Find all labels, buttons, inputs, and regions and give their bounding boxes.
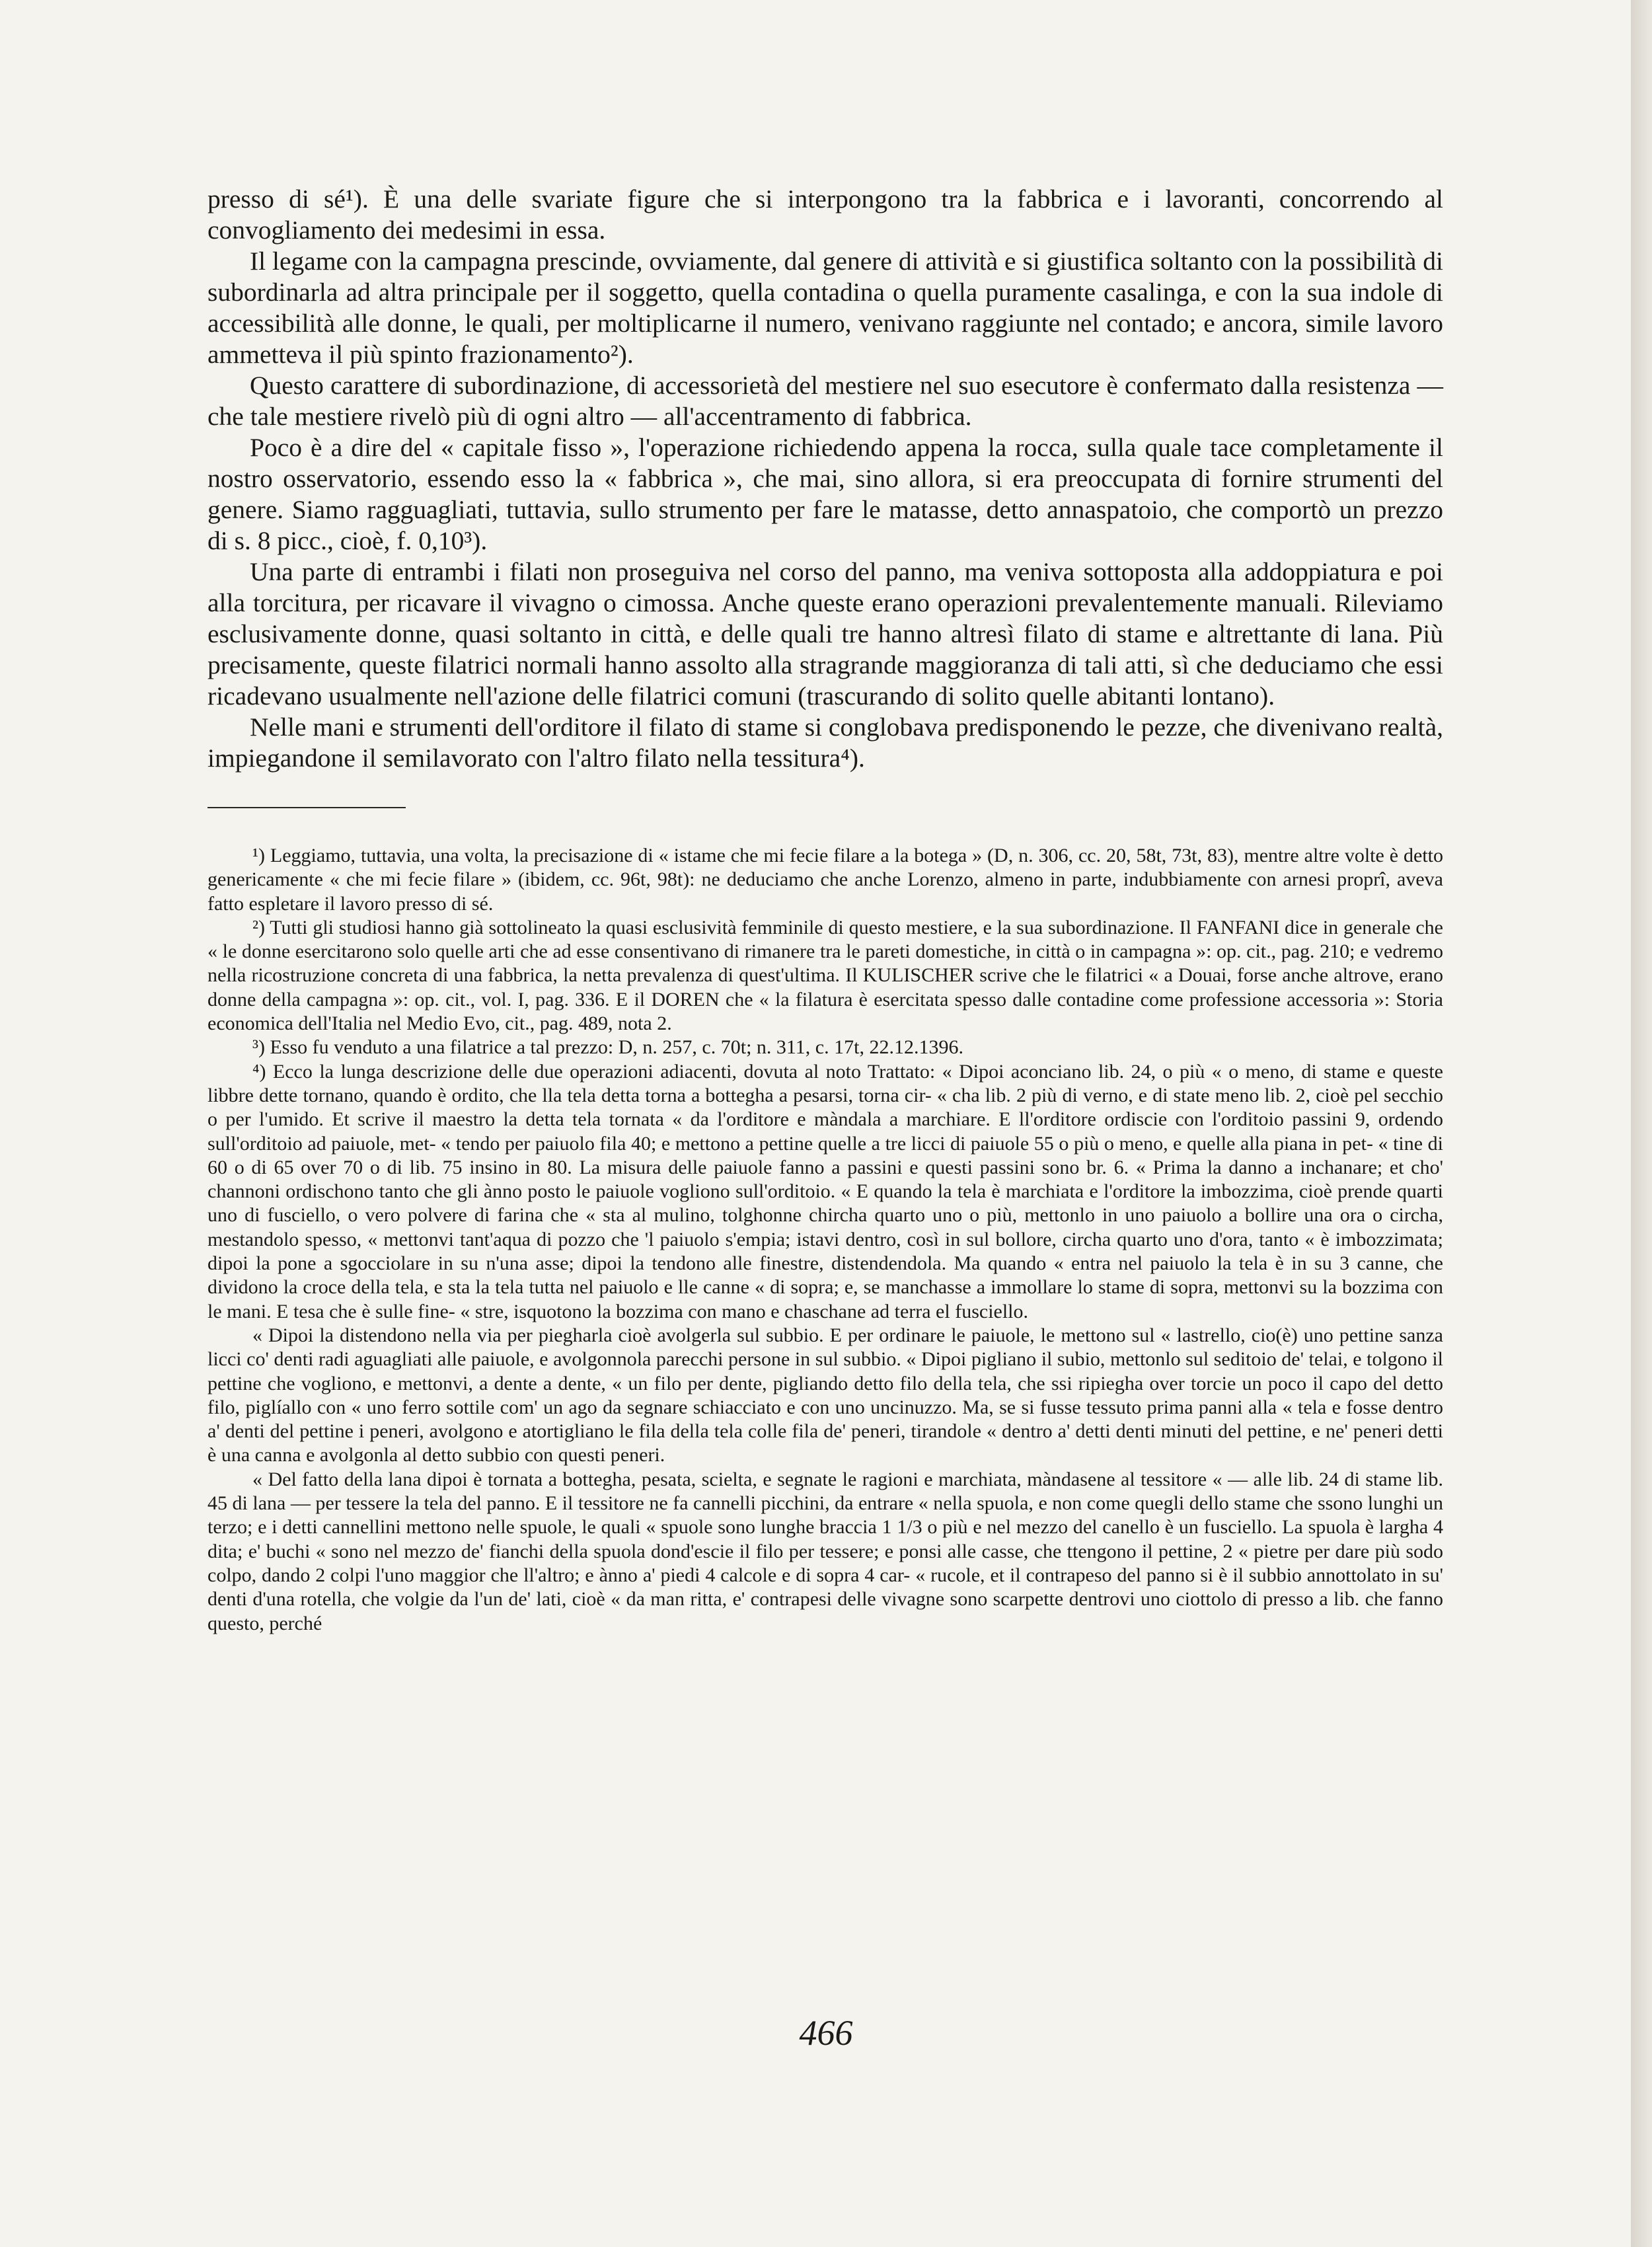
body-paragraph: presso di sé¹). È una delle svariate figure che si interpongono tra la fabbrica e i lavoranti, concorrendo al convogliamento dei medesimi in essa. <box>207 184 1443 245</box>
footnote: ³) Esso fu venduto a una filatrice a tal prezzo: D, n. 257, c. 70t; n. 311, c. 17t, 22.12.1396. <box>252 1036 963 1059</box>
body-paragraph: Questo carattere di subordinazione, di accessorietà del mestiere nel suo esecutore è confermato dalla resistenza — che tale mestiere rivelò più di ogni altro — all'accentramento di fabbrica. <box>207 371 1443 431</box>
footnote: ⁴) Ecco la lunga descrizione delle due operazioni adiacenti, dovuta al noto Trattato: « Dipoi aconciano lib. 24, o più « o meno, di stame e queste libbre dette tornano, quando è ordito, che lla tela detta torna a bottegha a pesarsi, torna cir- « cha lib. 2 più di verno, e di state meno lib. 2, cioè pel secchio o per l'umido. Et scrive il maestro la detta tela tornata « da l'orditore e màndala a marchiare. E ll'orditore ordiscie con l'orditoio passini 9, ordendo sull'orditoio ad paiuole, met- « tendo per paiuolo fila 40; e mettono a pettine quelle a tre licci di paiuole 55 o più o meno, e quelle alla piana in pet- « tine di 60 o di 65 over 70 o di lib. 75 insino in 80. La misura delle paiuole fanno a passini e questi passini sono br. 6. « Prima la danno a inchanare; et cho' channoni ordischono tanto che gli ànno posto le paiuole vogliono sull'orditoio. « E quando la tela è marchiata e l'orditore la imbozzima, cioè prende quarti uno di fusciello, o vero polvere di farina che « sta al mulino, tolghonne chircha quarto uno o più, mettonlo in uno paiuolo a bollire una ora o circha, mestandolo spesso, « mettonvi tant'aqua di pozzo che 'l paiuolo s'empia; istavi dentro, così in sul bollore, circha quarto uno d'ora, tanto « è imbozzimata; dipoi la pone a sgocciolare in su n'una asse; dipoi la tendono alle finestre, distendendola. Ma quando « entra nel paiuolo la tela è in su 3 canne, che dividono la croce della tela, e sta la tela tutta nel paiuolo e lle canne « di sopra; e, se manchasse a immollare lo stame di sopra, mettonvi su la bozzima con le mani. E tesa che è sulle fine- « stre, isquotono la bozzima con mano e chaschane ad terra el fusciello. <box>207 1060 1443 1322</box>
body-paragraph: Nelle mani e strumenti dell'orditore il filato di stame si conglobava predisponendo le pezze, che divenivano realtà, impiegandone il semilavorato con l'altro filato nella tessitura⁴). <box>207 712 1443 773</box>
body-paragraph: Poco è a dire del « capitale fisso », l'operazione richiedendo appena la rocca, sulla quale tace completamente il nostro osservatorio, essendo esso la « fabbrica », che mai, sino allora, si era preoccupata di fornire strumenti del genere. Siamo ragguagliati, tuttavia, sullo strumento per fare le matasse, detto annaspatoio, che comportò un prezzo di s. 8 picc., cioè, f. 0,10³). <box>207 433 1443 555</box>
body-paragraph: Una parte di entrambi i filati non proseguiva nel corso del panno, ma veniva sottoposta alla addoppiatura e poi alla torcitura, per ricavare il vivagno o cimossa. Anche queste erano operazioni prevalentemente manuali. Rileviamo esclusivamente donne, quasi soltanto in città, e delle quali tre hanno altresì filato di stame e altrettante di lana. Più precisamente, queste filatrici normali hanno assolto alla stragrande maggioranza di tali atti, sì che deduciamo che essi ricadevano usualmente nell'azione delle filatrici comuni (trascurando di solito quelle abitanti lontano). <box>207 557 1443 710</box>
footnote-continuation: « Del fatto della lana dipoi è tornata a bottegha, pesata, scielta, e segnate le ragioni e marchiata, màndasene al tessitore « — alle lib. 24 di stame lib. 45 di lana — per tessere la tela del panno. E il tessitore ne fa cannelli picchini, da entrare « nella spuola, e non come quegli dello stame che ssono lunghi un terzo; e i detti cannellini mettono nelle spuole, le quali « spuole sono lunghe braccia 1 1/3 o più e nel mezzo del canello è un fusciello. La spuola è largha 4 dita; e' buchi « sono nel mezzo de' fianchi della spuola dond'escie il filo per tessere; e ponsi alle casse, che ttengono il pettine, 2 « pietre per dare più sodo colpo, dando 2 colpi l'uno maggior che ll'altro; e ànno a' piedi 4 calcole e di sopra 4 car- « rucole, et il contrapeso del panno si è il subbio annottolato in su' denti d'una rotella, che volgie da l'un de' lati, cioè « da man ritta, e' contrapesi delle vivagne sono scarpette dentrovi uno ciottolo di presso a lib. che fanno questo, perché <box>207 1468 1443 1634</box>
main-text <box>207 184 1443 774</box>
body-paragraph: Il legame con la campagna prescinde, ovviamente, dal genere di attività e si giustifica soltanto con la possibilità di subordinarla ad altra principale per il soggetto, quella contadina o quella puramente casalinga, e con la sua indole di accessibilità alle donne, le quali, per moltiplicarne il numero, venivano raggiunte nel contado; e ancora, simile lavoro ammetteva il più spinto frazionamento²). <box>207 247 1443 369</box>
footnotes <box>207 844 1443 1636</box>
page-number: 466 <box>799 2013 853 2053</box>
footnote-continuation: « Dipoi la distendono nella via per piegharla cioè avolgerla sul subbio. E per ordinare le paiuole, le mettono sul « lastrello, cio(è) uno pettine sanza licci co' denti radi aguagliati alle paiuole, e avolgonnola parecchi persone in sul subbio. « Dipoi pigliano il subio, mettonlo sul seditoio de' telai, e tolgono il pettine che vogliono, e mettonvi, a dente a dente, « un filo per dente, pigliando detto filo della tela, che ssi ripiegha over torcie un poco il capo del detto filo, piglíallo con « uno ferro sottile com' un ago da segnare schiacciato e con uno uncinuzzo. Ma, se si fusse tessuto prima panni alla « tela e fosse dentro a' denti del pettine i peneri, avolgono e atortigliano le fila della tela colle fila de' peneri, tirandole « dentro a' detti denti minuti del pettine, e ne' peneri detti è una canna e avolgonla al detto subbio con questi peneri. <box>207 1324 1443 1466</box>
footnote-separator <box>207 807 406 808</box>
page-edge <box>1631 0 1652 2247</box>
text-block <box>207 184 1443 1636</box>
footnote: ¹) Leggiamo, tuttavia, una volta, la precisazione di « istame che mi fecie filare a la botega » (D, n. 306, cc. 20, 58t, 73t, 83), mentre altre volte è detto genericamente « che mi fecie filare » (ibidem, cc. 96t, 98t): ne deduciamo che anche Lorenzo, almeno in parte, indubbiamente con arnesi proprî, aveva fatto espletare il lavoro presso di sé. <box>207 845 1443 915</box>
footnote: ²) Tutti gli studiosi hanno già sottolineato la quasi esclusività femminile di questo mestiere, e la sua subordinazione. Il FANFANI dice in generale che « le donne esercitarono solo quelle arti che ad esse consentivano di rimanere tra le pareti domestiche, in città o in campagna »: op. cit., pag. 210; e vedremo nella ricostruzione concreta di una fabbrica, la netta prevalenza di quest'ultima. Il KULISCHER scrive che le filatrici « a Douai, forse anche altrove, erano donne della campagna »: op. cit., vol. I, pag. 336. E il DOREN che « la filatura è esercitata spesso dalle contadine come professione accessoria »: Storia economica dell'Italia nel Medio Evo, cit., pag. 489, nota 2. <box>207 916 1443 1035</box>
